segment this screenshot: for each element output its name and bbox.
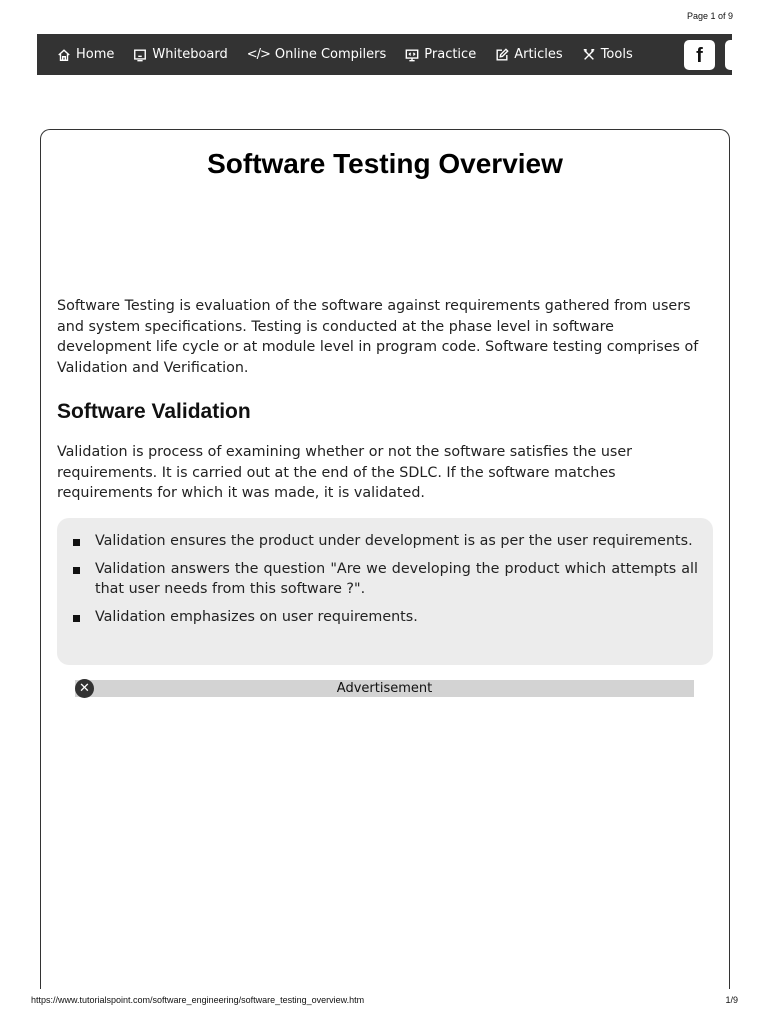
- home-icon: [57, 48, 71, 62]
- monitor-icon: [405, 48, 419, 62]
- validation-paragraph: Validation is process of examining whether or not the software satisfies the user requirements. It is carried out at the end of the SDLC. If the software matches requirements for which it was made, it is validated.: [57, 444, 633, 501]
- edit-icon: [495, 48, 509, 62]
- list-item: Validation emphasizes on user requirements.: [95, 607, 698, 628]
- nav-tools-label: Tools: [600, 47, 633, 62]
- list-item: Validation ensures the product under development is as per the user requirements.: [95, 531, 698, 552]
- nav-articles-label: Articles: [514, 47, 563, 62]
- nav-practice[interactable]: [405, 47, 476, 62]
- nav-tools[interactable]: [582, 47, 633, 62]
- intro-paragraph: Software Testing is evaluation of the software against requirements gathered from users and system specifications. Testing is conducted at the phase level in software development life cycle or at module level in program code. Software testing comprises of Validation and Verification.: [57, 298, 699, 376]
- footer-url: https://www.tutorialspoint.com/software_engineering/software_testing_overview.htm: [31, 995, 365, 1005]
- advertisement-label: Advertisement: [336, 681, 433, 696]
- close-icon[interactable]: ✕: [75, 679, 94, 698]
- tools-icon: [582, 48, 596, 62]
- nav-practice-label: Practice: [424, 47, 477, 62]
- page-count: Page 1 of 9: [686, 11, 733, 21]
- list-item: Validation answers the question "Are we developing the product which attempts all that user needs from this software ?".: [95, 559, 698, 600]
- bullet-list-box: [57, 518, 713, 665]
- section-heading: Software Validation: [57, 400, 251, 423]
- nav-whiteboard-label: Whiteboard: [152, 47, 228, 62]
- footer-page-number: 1/9: [725, 995, 738, 1005]
- nav-online-compilers-label: Online Compilers: [274, 47, 387, 62]
- code-icon: </>: [246, 47, 270, 62]
- facebook-icon: f: [696, 44, 703, 67]
- nav-online-compilers[interactable]: [247, 47, 387, 62]
- social-button-partial[interactable]: [725, 40, 732, 70]
- nav-whiteboard[interactable]: [133, 47, 227, 62]
- whiteboard-icon: [133, 48, 147, 62]
- nav-articles[interactable]: [495, 47, 562, 62]
- top-navbar: [37, 34, 732, 75]
- nav-home-label: Home: [76, 47, 115, 62]
- facebook-button[interactable]: [684, 40, 715, 70]
- nav-home[interactable]: [57, 47, 114, 62]
- page-title: Software Testing Overview: [207, 148, 563, 179]
- bullet-list: [57, 518, 713, 627]
